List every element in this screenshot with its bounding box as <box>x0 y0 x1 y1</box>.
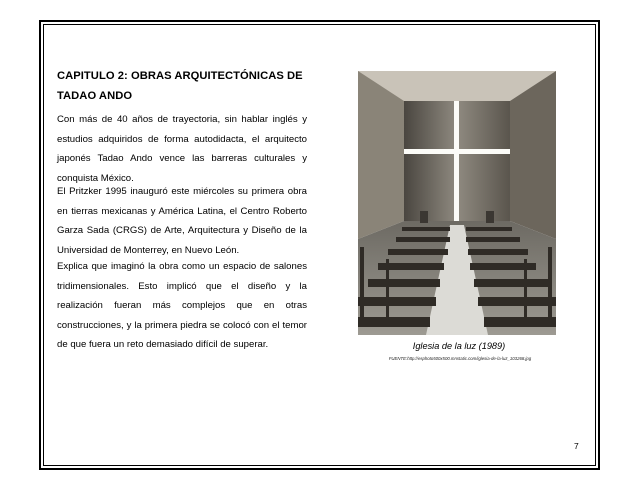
church-of-light-photo <box>358 71 556 335</box>
chapter-heading: CAPITULO 2: OBRAS ARQUITECTÓNICAS DE TADAO ANDO <box>57 70 303 102</box>
paragraph-intro: Con más de 40 años de trayectoria, sin hablar inglés y estudios adquiridos de forma autodidacta, el arquitecto japonés Tadao Ando vence las barreras culturales y conquista México. <box>57 114 307 184</box>
figure-caption: Iglesia de la luz (1989) <box>412 341 506 351</box>
figure-source: FUENTE:http://esphoto500x500.mnstatic.com/iglesia-de-la-luz_103268.jpg <box>388 356 532 361</box>
paragraph-pritzker: El Pritzker 1995 inauguró este miércoles su primera obra en tierras mexicanas y América Latina, el Centro Roberto Garza Sada (CRGS) de Arte, Arquitectura y Diseño de la Universidad de Monterrey, en Nuevo León. <box>57 186 307 256</box>
paragraph-design: Explica que imaginó la obra como un espacio de salones tridimensionales. Esto implicó que el diseño y la realización fueran más complejos que en otras construcciones, y la primera piedra se colocó con el temor de que fuera un reto demasiado difícil de superar. <box>57 261 307 350</box>
page-number: 7 <box>574 441 579 451</box>
